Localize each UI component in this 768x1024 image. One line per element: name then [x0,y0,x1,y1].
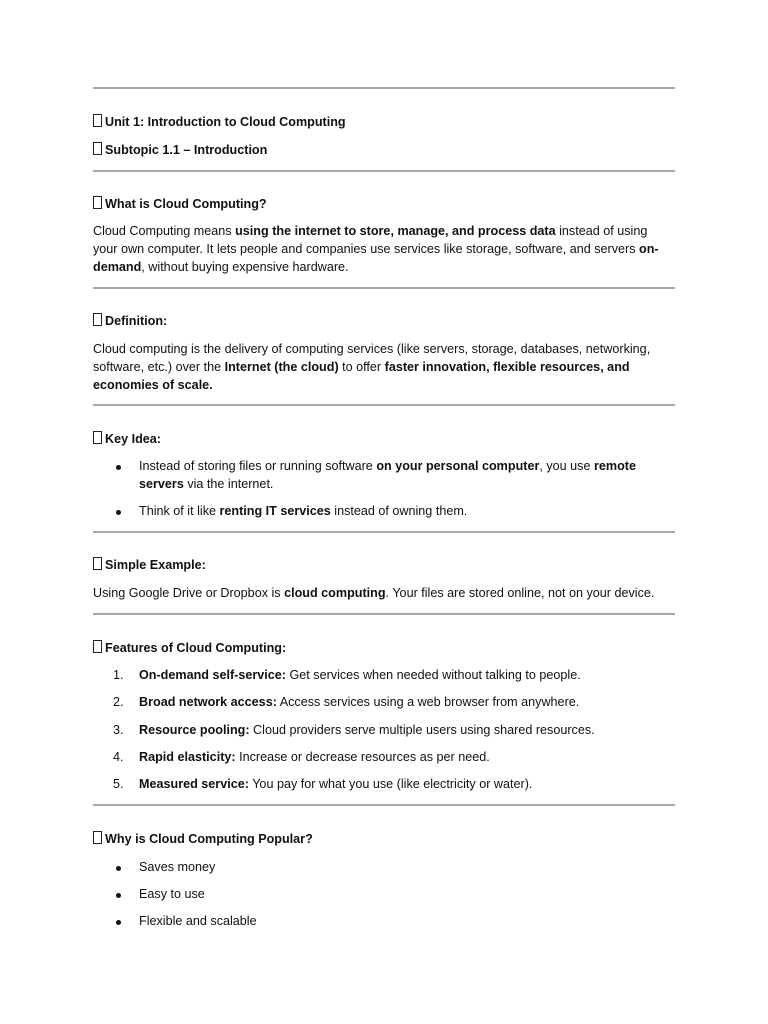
what-is-heading: What is Cloud Computing? [93,196,675,214]
popular-heading: Why is Cloud Computing Popular? [93,831,675,849]
horizontal-rule [93,531,675,533]
horizontal-rule [93,404,675,406]
example-paragraph: Using Google Drive or Dropbox is cloud computing. Your files are stored online, not on your device. [93,586,655,600]
example-heading: Simple Example: [93,557,675,575]
what-is-paragraph: Cloud Computing means using the internet to store, manage, and process data instead of using your own computer. It lets people and companies use services like storage, software, and servers on-demand, without buying expensive hardware. [93,224,659,274]
bullet-icon [116,920,121,925]
emoji-placeholder-icon [93,196,102,209]
bullet-icon [116,510,121,515]
emoji-placeholder-icon [93,557,102,570]
definition-paragraph: Cloud computing is the delivery of computing services (like servers, storage, databases, networking, software, etc.) over the Internet (the cloud) to offer faster innovation, flexible resources, and economies of scale. [93,342,651,392]
horizontal-rule [93,170,675,172]
list-item-text: Think of it like renting IT services instead of owning them. [139,504,468,518]
horizontal-rule [93,613,675,615]
list-item-text: Instead of storing files or running software on your personal computer, you use remote servers via the internet. [139,459,636,491]
horizontal-rule [93,804,675,806]
bullet-icon [116,465,121,470]
key-idea-heading: Key Idea: [93,431,675,449]
definition-heading: Definition: [93,313,675,331]
emoji-placeholder-icon [93,313,102,326]
emoji-placeholder-icon [93,831,102,844]
emoji-placeholder-icon [93,431,102,444]
horizontal-rule [93,87,675,89]
unit-title: Unit 1: Introduction to Cloud Computing [93,114,675,132]
emoji-placeholder-icon [93,114,102,127]
emoji-placeholder-icon [93,640,102,653]
horizontal-rule [93,287,675,289]
features-heading: Features of Cloud Computing: [93,640,675,658]
subtopic-title: Subtopic 1.1 – Introduction [93,142,675,160]
emoji-placeholder-icon [93,142,102,155]
bullet-icon [116,866,121,871]
bullet-icon [116,893,121,898]
